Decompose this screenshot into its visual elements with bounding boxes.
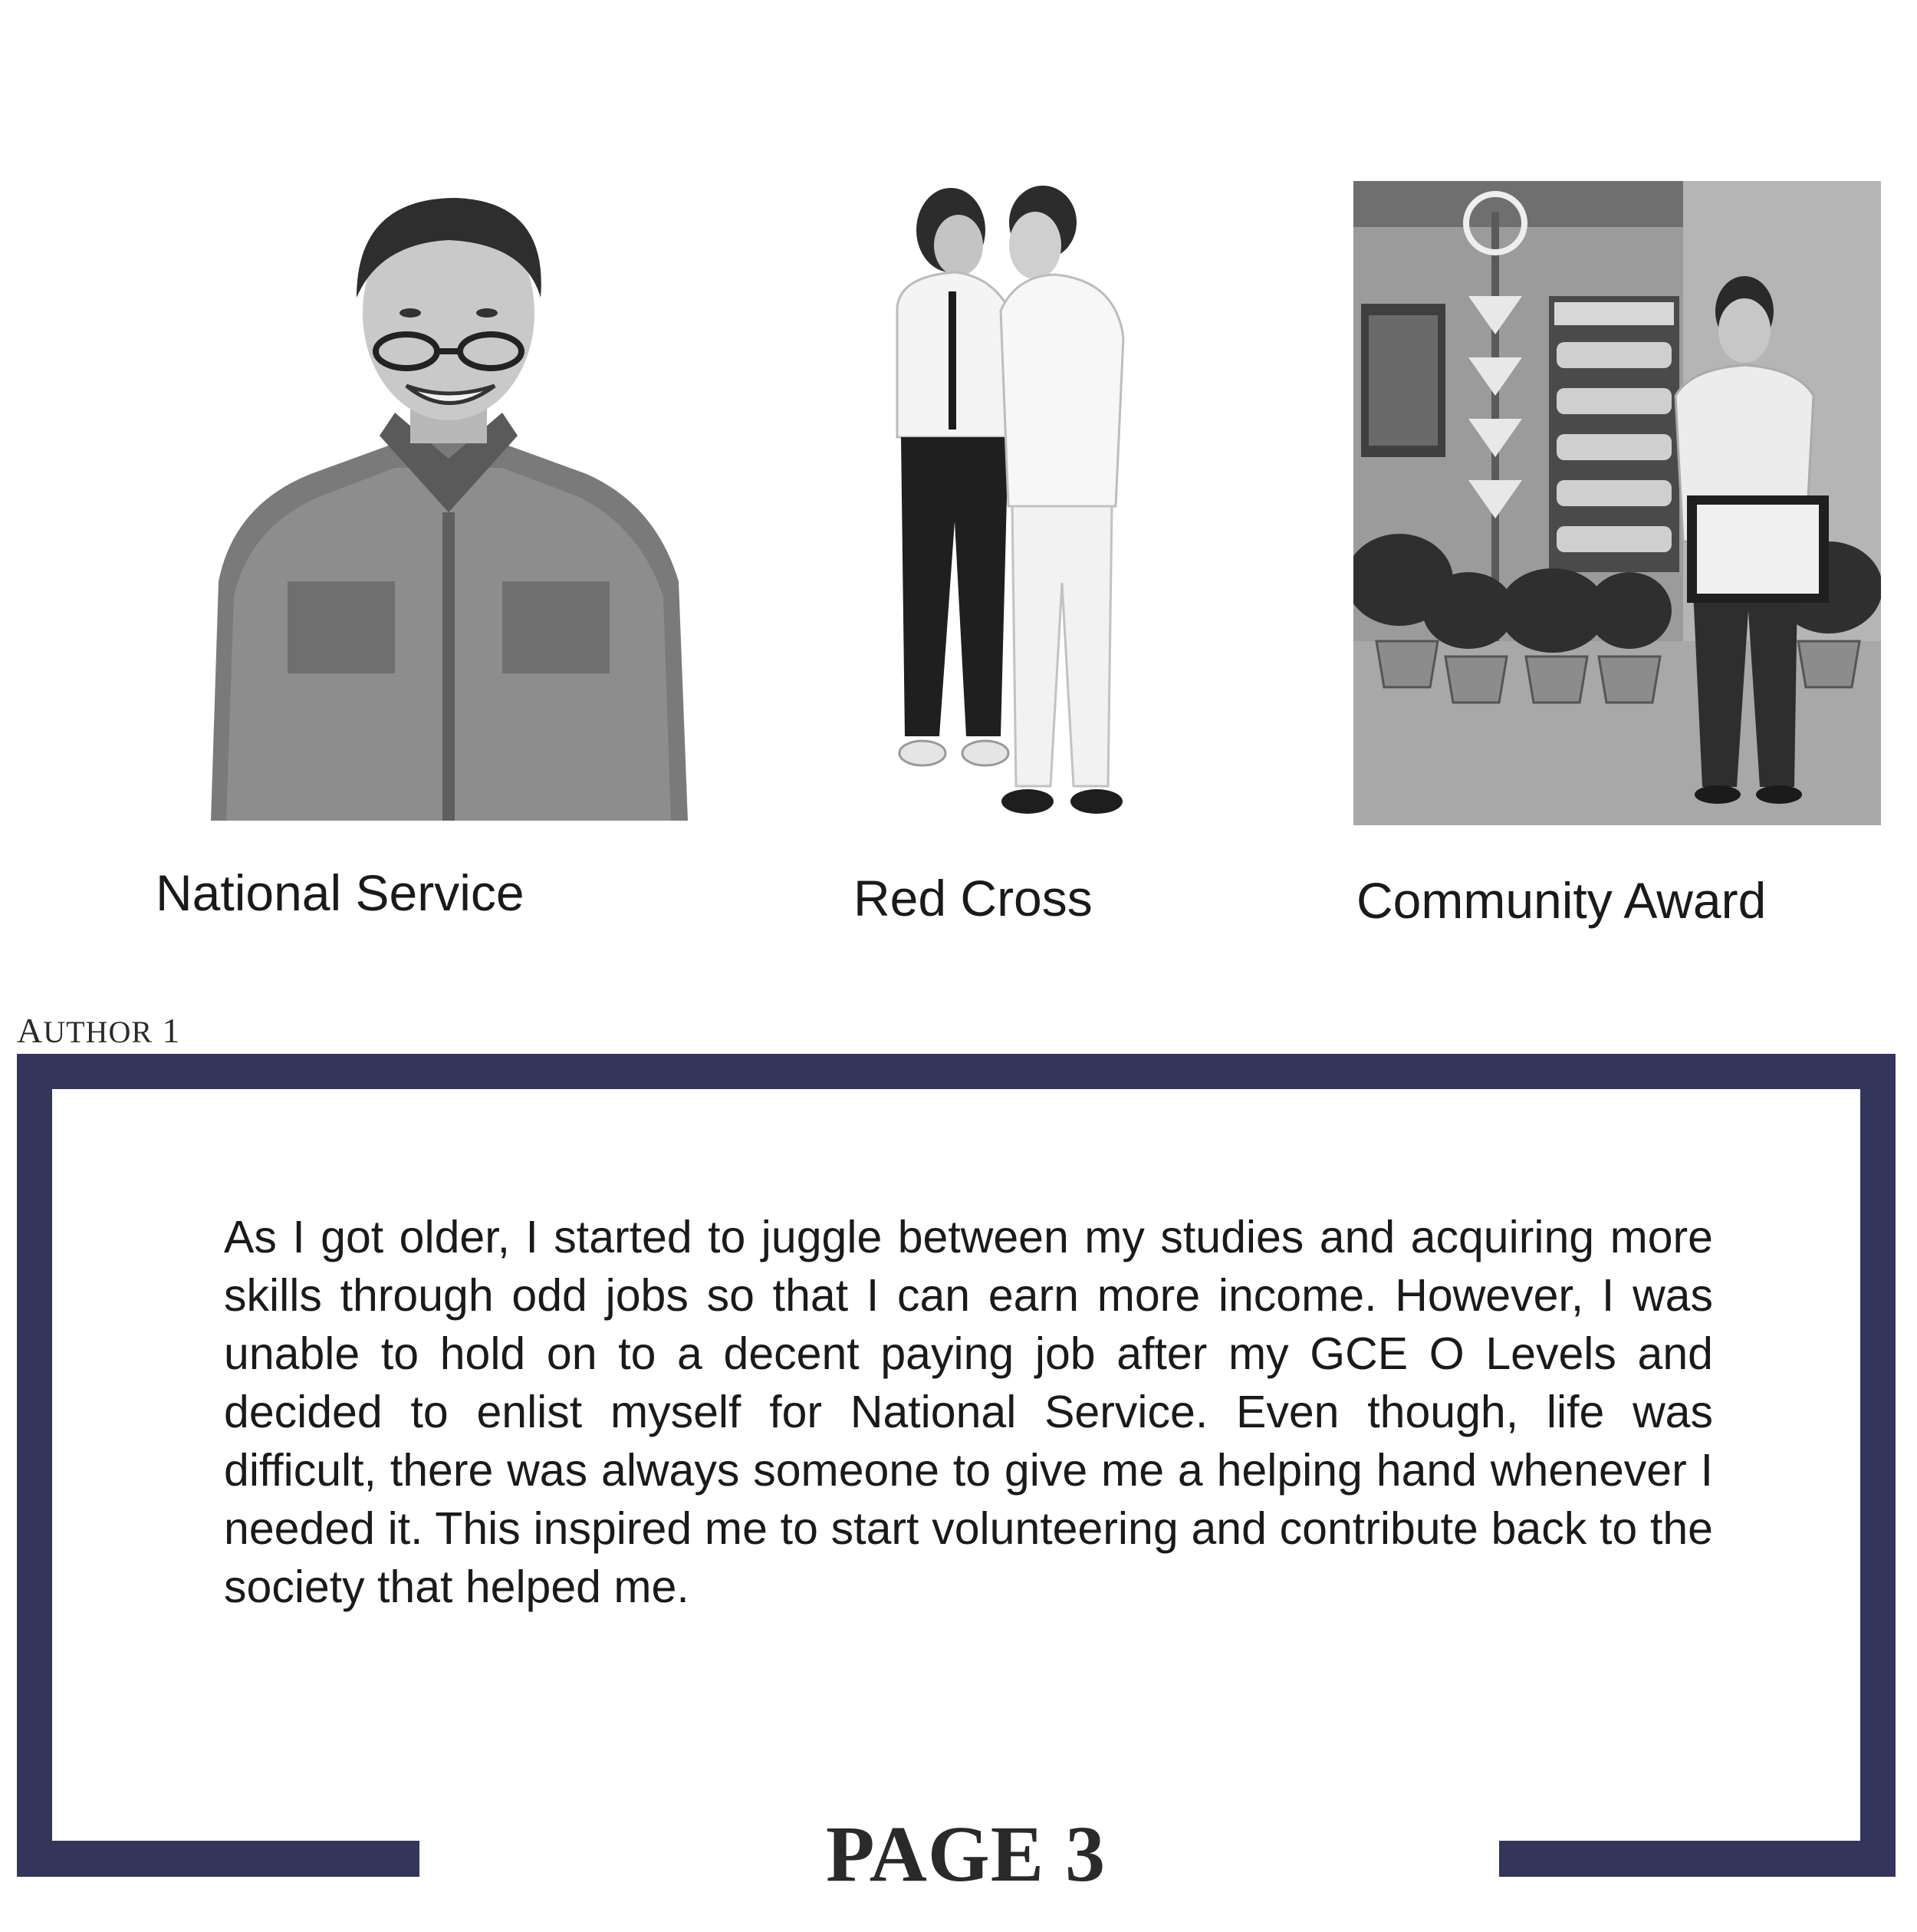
page-number: PAGE 3: [826, 1810, 1106, 1898]
frame-right-border: [1860, 1054, 1896, 1877]
author-label-rest: UTHOR: [43, 1015, 153, 1049]
red-cross-caption: Red Cross: [853, 870, 1093, 927]
community-award-caption: Community Award: [1356, 872, 1767, 929]
national-service-photo: [203, 183, 694, 821]
red-cross-photo: [886, 184, 1158, 824]
frame-left-border: [17, 1054, 52, 1877]
frame-bottom-right-border: [1499, 1841, 1896, 1877]
frame-top-border: [17, 1054, 1896, 1089]
community-award-photo: [1353, 181, 1881, 825]
author-label-initial: A: [17, 1011, 44, 1050]
author-label: [17, 1013, 181, 1048]
author-number: 1: [162, 1011, 181, 1050]
national-service-caption: National Service: [156, 864, 524, 921]
frame-bottom-left-border: [17, 1841, 419, 1877]
story-paragraph: As I got older, I started to juggle between my studies and acquiring more skills through odd jobs so that I can earn more income. However, I was unable to hold on to a decent paying job after my GCE O Levels and decided to enlist myself for National Service. Even though, life was difficult, there was always someone to give me a helping hand whenever I needed it. This inspired me to start volunteering and contribute back to the society that helped me.: [224, 1212, 1713, 1612]
